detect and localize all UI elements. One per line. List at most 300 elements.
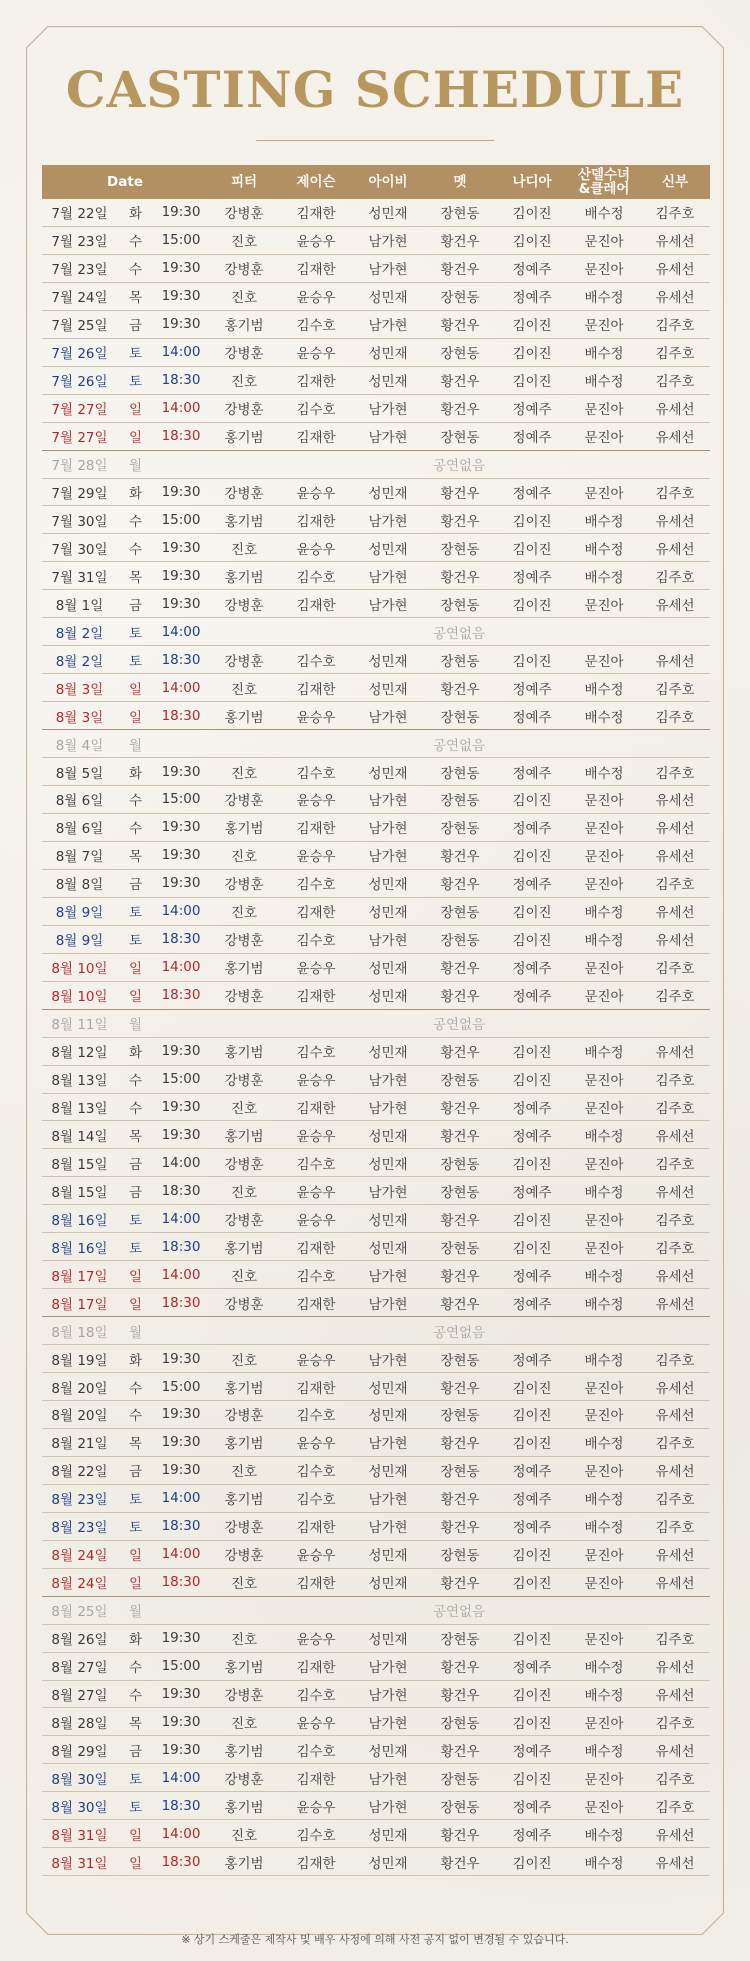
cast-ivy-cell: 남가현 [352,925,424,953]
schedule-row [42,1037,710,1065]
weekday-cell: 일 [117,1261,154,1289]
cast-nadia-cell: 김이진 [496,1708,568,1736]
cast-nadia-cell: 김이진 [496,1065,568,1093]
cast-peter-cell: 진호 [208,1261,280,1289]
cast-nadia-cell: 정예주 [496,1289,568,1317]
cast-ivy-cell: 성민재 [352,953,424,981]
time-cell [154,1596,208,1624]
cast-priest-cell: 유세선 [640,1261,710,1289]
time-cell: 14:00 [154,338,208,366]
cast-priest-cell: 김주호 [640,1093,710,1121]
cast-sister-claire-cell: 배수정 [568,1289,640,1317]
cast-sister-claire-cell: 문진아 [568,226,640,254]
time-cell: 19:30 [154,478,208,506]
cast-peter-cell: 강병훈 [208,1289,280,1317]
cast-nadia-cell: 김이진 [496,925,568,953]
cast-nadia-cell: 정예주 [496,1512,568,1540]
cast-sister-claire-cell: 배수정 [568,758,640,786]
weekday-cell: 수 [117,226,154,254]
cast-nadia-cell: 정예주 [496,813,568,841]
cast-ivy-cell: 성민재 [352,199,424,226]
cast-ivy-cell: 성민재 [352,478,424,506]
weekday-cell: 토 [117,1205,154,1233]
schedule-row [42,534,710,562]
cast-priest-cell: 김주호 [640,1428,710,1456]
cast-matt-cell: 장현동 [424,1792,496,1820]
weekday-cell: 일 [117,702,154,730]
cast-sister-claire-cell: 문진아 [568,1764,640,1792]
cast-priest-cell: 유세선 [640,1848,710,1876]
cast-ivy-cell: 남가현 [352,1708,424,1736]
cast-sister-claire-cell: 배수정 [568,534,640,562]
cast-priest-cell: 유세선 [640,590,710,618]
time-cell: 14:00 [154,897,208,925]
cast-ivy-cell: 성민재 [352,1205,424,1233]
cast-ivy-cell: 성민재 [352,1624,424,1652]
cast-ivy-cell: 남가현 [352,1289,424,1317]
casting-schedule-table [42,165,710,1876]
time-cell: 14:00 [154,1205,208,1233]
weekday-cell: 일 [117,1568,154,1596]
cast-sister-claire-cell: 배수정 [568,897,640,925]
weekday-cell: 토 [117,1484,154,1512]
date-cell: 8월 10일 [42,953,117,981]
cast-ivy-cell: 성민재 [352,1736,424,1764]
cast-nadia-cell: 김이진 [496,338,568,366]
cast-sister-claire-cell: 배수정 [568,1820,640,1848]
weekday-cell: 월 [117,450,154,478]
date-cell: 8월 20일 [42,1400,117,1428]
cast-priest-cell: 김주호 [640,1624,710,1652]
cast-jason-cell: 윤승우 [280,534,352,562]
cast-jason-cell: 윤승우 [280,1792,352,1820]
time-cell: 19:30 [154,534,208,562]
cast-sister-claire-cell: 배수정 [568,562,640,590]
cast-priest-cell: 김주호 [640,310,710,338]
cast-peter-cell: 강병훈 [208,1680,280,1708]
cast-matt-cell: 장현동 [424,925,496,953]
cast-nadia-cell: 정예주 [496,1736,568,1764]
date-cell: 7월 29일 [42,478,117,506]
cast-ivy-cell: 성민재 [352,1848,424,1876]
cast-matt-cell: 장현동 [424,1177,496,1205]
cast-jason-cell: 김수호 [280,1820,352,1848]
cast-matt-cell: 장현동 [424,646,496,674]
cast-matt-cell: 황건우 [424,1568,496,1596]
schedule-row [42,478,710,506]
cast-matt-cell: 황건우 [424,981,496,1009]
date-cell: 7월 28일 [42,450,117,478]
cast-nadia-cell: 정예주 [496,758,568,786]
time-cell [154,450,208,478]
schedule-row [42,590,710,618]
cast-nadia-cell: 김이진 [496,366,568,394]
cast-peter-cell: 강병훈 [208,981,280,1009]
date-cell: 8월 9일 [42,897,117,925]
cast-nadia-cell: 정예주 [496,1261,568,1289]
no-show-cell: 공연없음 [208,1317,710,1345]
time-cell: 19:30 [154,1121,208,1149]
date-cell: 8월 1일 [42,590,117,618]
cast-peter-cell: 진호 [208,1820,280,1848]
date-cell: 7월 25일 [42,310,117,338]
cast-matt-cell: 장현동 [424,758,496,786]
schedule-row [42,1792,710,1820]
weekday-cell: 수 [117,506,154,534]
cast-peter-cell: 강병훈 [208,1512,280,1540]
weekday-cell: 일 [117,1289,154,1317]
weekday-cell: 수 [117,1400,154,1428]
weekday-cell: 일 [117,422,154,450]
cast-peter-cell: 홍기범 [208,1848,280,1876]
cast-sister-claire-cell: 배수정 [568,674,640,702]
cast-matt-cell: 황건우 [424,1261,496,1289]
weekday-cell: 목 [117,562,154,590]
cast-nadia-cell: 김이진 [496,199,568,226]
weekday-cell: 금 [117,869,154,897]
header-ivy: 아이비 [352,165,424,199]
cast-matt-cell: 황건우 [424,1373,496,1401]
weekday-cell: 금 [117,1456,154,1484]
cast-jason-cell: 김수호 [280,646,352,674]
cast-jason-cell: 윤승우 [280,953,352,981]
cast-jason-cell: 김수호 [280,758,352,786]
cast-matt-cell: 황건우 [424,1121,496,1149]
weekday-cell: 일 [117,981,154,1009]
time-cell: 19:30 [154,310,208,338]
cast-peter-cell: 홍기범 [208,813,280,841]
weekday-cell: 금 [117,310,154,338]
schedule-row [42,981,710,1009]
cast-nadia-cell: 정예주 [496,702,568,730]
cast-sister-claire-cell: 문진아 [568,422,640,450]
cast-jason-cell: 윤승우 [280,338,352,366]
cast-sister-claire-cell: 문진아 [568,1456,640,1484]
cast-matt-cell: 장현동 [424,786,496,814]
cast-sister-claire-cell: 문진아 [568,590,640,618]
cast-priest-cell: 유세선 [640,254,710,282]
cast-jason-cell: 김재한 [280,1568,352,1596]
cast-sister-claire-cell: 배수정 [568,1037,640,1065]
cast-peter-cell: 진호 [208,1345,280,1373]
time-cell: 14:00 [154,1540,208,1568]
date-cell: 8월 15일 [42,1149,117,1177]
weekday-cell: 일 [117,1540,154,1568]
time-cell: 19:30 [154,282,208,310]
cast-peter-cell: 강병훈 [208,338,280,366]
time-cell: 18:30 [154,422,208,450]
date-cell: 7월 30일 [42,534,117,562]
time-cell: 15:00 [154,226,208,254]
schedule-row [42,1400,710,1428]
cast-peter-cell: 홍기범 [208,1652,280,1680]
no-show-cell: 공연없음 [208,730,710,758]
cast-peter-cell: 진호 [208,1456,280,1484]
cast-nadia-cell: 정예주 [496,674,568,702]
cast-nadia-cell: 정예주 [496,1177,568,1205]
schedule-row [42,1708,710,1736]
no-show-row [42,1009,710,1037]
weekday-cell: 토 [117,1512,154,1540]
cast-sister-claire-cell: 배수정 [568,199,640,226]
weekday-cell: 토 [117,646,154,674]
date-cell: 8월 19일 [42,1345,117,1373]
cast-jason-cell: 윤승우 [280,1624,352,1652]
date-cell: 8월 27일 [42,1680,117,1708]
date-cell: 8월 24일 [42,1568,117,1596]
cast-ivy-cell: 남가현 [352,1652,424,1680]
date-cell: 8월 17일 [42,1261,117,1289]
cast-sister-claire-cell: 문진아 [568,646,640,674]
cast-matt-cell: 황건우 [424,841,496,869]
cast-sister-claire-cell: 배수정 [568,1345,640,1373]
date-cell: 8월 10일 [42,981,117,1009]
time-cell: 18:30 [154,1177,208,1205]
cast-nadia-cell: 김이진 [496,1400,568,1428]
weekday-cell: 수 [117,1373,154,1401]
cast-matt-cell: 장현동 [424,1149,496,1177]
date-cell: 8월 21일 [42,1428,117,1456]
cast-sister-claire-cell: 문진아 [568,1373,640,1401]
cast-matt-cell: 장현동 [424,534,496,562]
cast-nadia-cell: 김이진 [496,841,568,869]
cast-ivy-cell: 남가현 [352,1512,424,1540]
cast-nadia-cell: 김이진 [496,646,568,674]
cast-ivy-cell: 남가현 [352,422,424,450]
cast-matt-cell: 황건우 [424,562,496,590]
cast-priest-cell: 유세선 [640,1820,710,1848]
cast-priest-cell: 김주호 [640,1205,710,1233]
cast-matt-cell: 황건우 [424,366,496,394]
weekday-cell: 월 [117,730,154,758]
time-cell: 14:00 [154,618,208,646]
title-divider [256,140,494,141]
cast-priest-cell: 김주호 [640,1233,710,1261]
time-cell: 18:30 [154,702,208,730]
schedule-row [42,1261,710,1289]
cast-ivy-cell: 남가현 [352,310,424,338]
weekday-cell: 토 [117,925,154,953]
schedule-row [42,674,710,702]
cast-peter-cell: 진호 [208,1624,280,1652]
cast-ivy-cell: 남가현 [352,813,424,841]
cast-priest-cell: 유세선 [640,1177,710,1205]
weekday-cell: 토 [117,897,154,925]
cast-sister-claire-cell: 문진아 [568,1568,640,1596]
time-cell: 19:30 [154,1037,208,1065]
no-show-row [42,1317,710,1345]
cast-peter-cell: 강병훈 [208,646,280,674]
schedule-row [42,1764,710,1792]
schedule-row [42,1233,710,1261]
cast-sister-claire-cell: 문진아 [568,394,640,422]
weekday-cell: 월 [117,1009,154,1037]
cast-peter-cell: 홍기범 [208,1121,280,1149]
cast-matt-cell: 장현동 [424,813,496,841]
cast-priest-cell: 유세선 [640,1373,710,1401]
time-cell: 18:30 [154,1512,208,1540]
cast-peter-cell: 강병훈 [208,394,280,422]
time-cell: 19:30 [154,562,208,590]
cast-ivy-cell: 성민재 [352,674,424,702]
cast-sister-claire-cell: 배수정 [568,1652,640,1680]
time-cell: 19:30 [154,590,208,618]
cast-peter-cell: 진호 [208,1177,280,1205]
schedule-row [42,562,710,590]
cast-matt-cell: 장현동 [424,282,496,310]
cast-priest-cell: 유세선 [640,1037,710,1065]
cast-sister-claire-cell: 문진아 [568,869,640,897]
time-cell: 19:30 [154,1624,208,1652]
cast-matt-cell: 황건우 [424,1428,496,1456]
schedule-row [42,758,710,786]
date-cell: 8월 16일 [42,1205,117,1233]
cast-peter-cell: 강병훈 [208,869,280,897]
cast-ivy-cell: 남가현 [352,562,424,590]
cast-peter-cell: 강병훈 [208,199,280,226]
cast-priest-cell: 유세선 [640,646,710,674]
cast-nadia-cell: 정예주 [496,282,568,310]
cast-priest-cell: 유세선 [640,897,710,925]
cast-priest-cell: 김주호 [640,1512,710,1540]
header-jason: 제이슨 [280,165,352,199]
weekday-cell: 월 [117,1317,154,1345]
cast-priest-cell: 김주호 [640,478,710,506]
weekday-cell: 목 [117,282,154,310]
schedule-row [42,1205,710,1233]
header-priest: 신부 [640,165,710,199]
cast-nadia-cell: 정예주 [496,254,568,282]
cast-peter-cell: 홍기범 [208,1484,280,1512]
weekday-cell: 수 [117,1093,154,1121]
date-cell: 8월 30일 [42,1764,117,1792]
cast-peter-cell: 진호 [208,897,280,925]
schedule-row [42,953,710,981]
cast-jason-cell: 윤승우 [280,1121,352,1149]
weekday-cell: 일 [117,953,154,981]
date-cell: 8월 12일 [42,1037,117,1065]
date-cell: 7월 26일 [42,366,117,394]
date-cell: 8월 14일 [42,1121,117,1149]
cast-matt-cell: 장현동 [424,1540,496,1568]
no-show-row [42,450,710,478]
cast-nadia-cell: 정예주 [496,1456,568,1484]
cast-sister-claire-cell: 문진아 [568,1149,640,1177]
weekday-cell: 수 [117,1680,154,1708]
cast-jason-cell: 김재한 [280,254,352,282]
cast-sister-claire-cell: 배수정 [568,1261,640,1289]
cast-matt-cell: 황건우 [424,254,496,282]
date-cell: 8월 3일 [42,702,117,730]
date-cell: 8월 18일 [42,1317,117,1345]
date-cell: 7월 23일 [42,226,117,254]
schedule-row [42,897,710,925]
cast-priest-cell: 김주호 [640,562,710,590]
cast-nadia-cell: 김이진 [496,1149,568,1177]
date-cell: 8월 30일 [42,1792,117,1820]
cast-priest-cell: 유세선 [640,1400,710,1428]
cast-nadia-cell: 김이진 [496,1373,568,1401]
time-cell: 15:00 [154,786,208,814]
schedule-row [42,1093,710,1121]
date-cell: 8월 9일 [42,925,117,953]
schedule-row [42,1428,710,1456]
weekday-cell: 토 [117,366,154,394]
schedule-row [42,1848,710,1876]
cast-ivy-cell: 남가현 [352,506,424,534]
schedule-row [42,394,710,422]
cast-peter-cell: 강병훈 [208,1764,280,1792]
cast-matt-cell: 장현동 [424,1065,496,1093]
table-body [42,199,710,1876]
cast-jason-cell: 김재한 [280,366,352,394]
cast-jason-cell: 김재한 [280,1512,352,1540]
date-cell: 7월 26일 [42,338,117,366]
time-cell: 14:00 [154,953,208,981]
date-cell: 8월 5일 [42,758,117,786]
cast-jason-cell: 김수호 [280,1484,352,1512]
time-cell: 18:30 [154,1848,208,1876]
cast-jason-cell: 윤승우 [280,1205,352,1233]
cast-matt-cell: 황건우 [424,1736,496,1764]
cast-matt-cell: 황건우 [424,1848,496,1876]
cast-sister-claire-cell: 배수정 [568,1736,640,1764]
date-cell: 7월 31일 [42,562,117,590]
cast-jason-cell: 김수호 [280,1736,352,1764]
time-cell: 19:30 [154,1708,208,1736]
date-cell: 8월 2일 [42,618,117,646]
header-sister-claire-text: 산델수녀 &클레어 [577,167,631,197]
weekday-cell: 화 [117,758,154,786]
date-cell: 7월 23일 [42,254,117,282]
cast-jason-cell: 김재한 [280,1373,352,1401]
cast-priest-cell: 유세선 [640,1568,710,1596]
cast-ivy-cell: 남가현 [352,1680,424,1708]
cast-sister-claire-cell: 배수정 [568,925,640,953]
cast-nadia-cell: 김이진 [496,534,568,562]
date-cell: 8월 15일 [42,1177,117,1205]
time-cell: 19:30 [154,1456,208,1484]
cast-nadia-cell: 정예주 [496,1121,568,1149]
cast-jason-cell: 윤승우 [280,1708,352,1736]
cast-nadia-cell: 김이진 [496,310,568,338]
cast-jason-cell: 윤승우 [280,282,352,310]
cast-sister-claire-cell: 배수정 [568,1512,640,1540]
cast-jason-cell: 김재한 [280,1848,352,1876]
weekday-cell: 일 [117,1848,154,1876]
cast-peter-cell: 진호 [208,1568,280,1596]
cast-peter-cell: 홍기범 [208,506,280,534]
header-matt: 멧 [424,165,496,199]
weekday-cell: 화 [117,199,154,226]
cast-peter-cell: 진호 [208,534,280,562]
cast-peter-cell: 홍기범 [208,422,280,450]
cast-sister-claire-cell: 문진아 [568,1065,640,1093]
cast-peter-cell: 홍기범 [208,1037,280,1065]
cast-jason-cell: 윤승우 [280,1428,352,1456]
cast-peter-cell: 진호 [208,1708,280,1736]
schedule-row [42,841,710,869]
cast-sister-claire-cell: 문진아 [568,953,640,981]
date-cell: 8월 2일 [42,646,117,674]
time-cell: 18:30 [154,366,208,394]
cast-sister-claire-cell: 배수정 [568,366,640,394]
cast-sister-claire-cell: 문진아 [568,1624,640,1652]
cast-jason-cell: 김수호 [280,1680,352,1708]
schedule-row [42,702,710,730]
weekday-cell: 목 [117,1708,154,1736]
cast-jason-cell: 김재한 [280,674,352,702]
